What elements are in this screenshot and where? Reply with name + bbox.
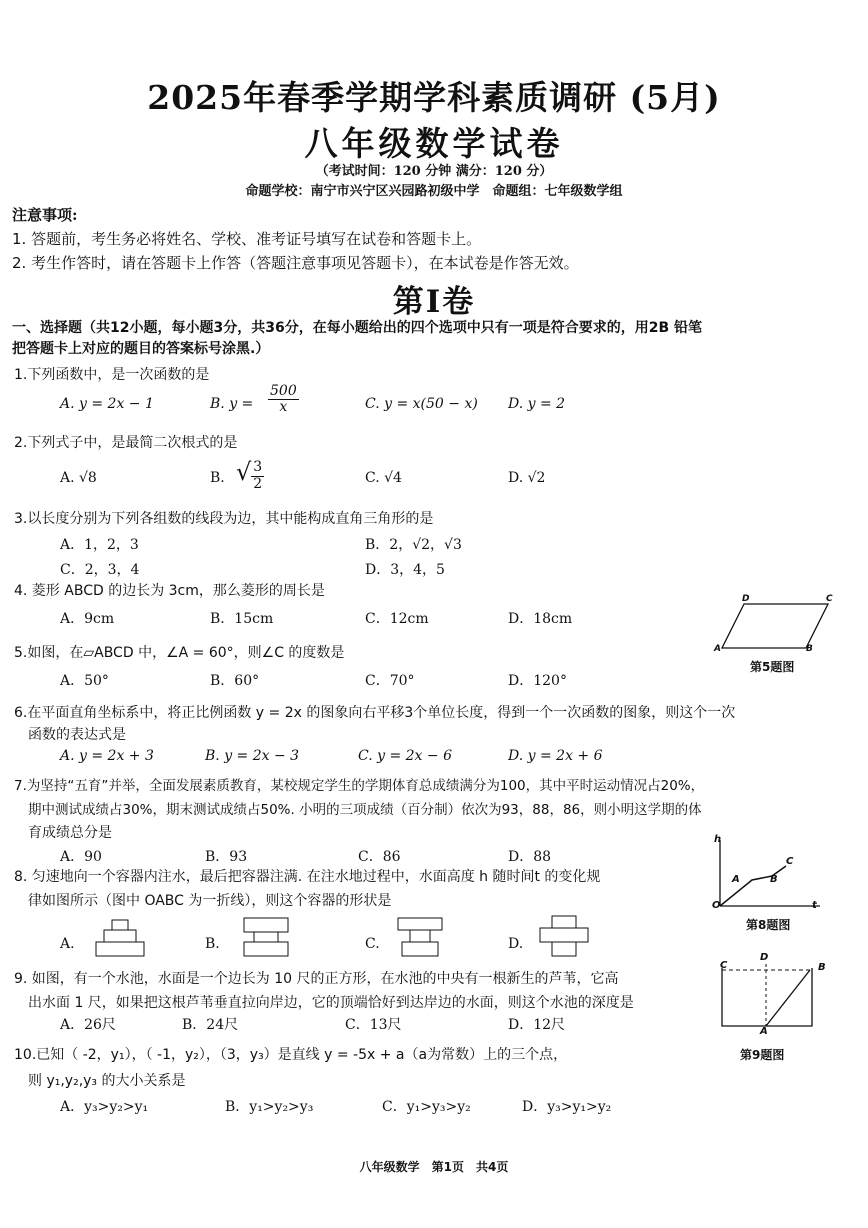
- q6-option-c: C. y = 2x − 6: [358, 748, 452, 764]
- section-heading: 一、选择题（共12小题，每小题3分，共36分，在每小题给出的四个选项中只有一项是符合要求的，用2B 铅笔: [12, 320, 702, 336]
- fig9-label-a: A: [760, 1026, 768, 1037]
- q3-option-d: D．3，4，5: [365, 562, 445, 578]
- q7-option-a: A．90: [60, 849, 102, 865]
- q4-option-a: A．9cm: [60, 611, 115, 627]
- container-a-icon: [92, 916, 148, 962]
- question-1-stem: 1.下列函数中，是一次函数的是: [14, 367, 210, 383]
- q3-option-b: B．2，√2，√3: [365, 537, 462, 553]
- q2-option-a: A. √8: [60, 470, 97, 486]
- q3-option-a: A．1，2，3: [60, 537, 139, 553]
- q9-option-d: D．12尺: [508, 1017, 566, 1033]
- q8-option-d: D.: [508, 936, 524, 952]
- q6-option-d: D. y = 2x + 6: [508, 748, 603, 764]
- q7-option-b: B．93: [205, 849, 248, 865]
- q5-option-c: C．70°: [365, 673, 415, 689]
- fig8-label-o: O: [712, 900, 721, 911]
- question-2-stem: 2.下列式子中，是最简二次根式的是: [14, 435, 238, 451]
- q2-option-b-radical: √ $\frac{3}{2}$: [236, 458, 263, 492]
- q2-option-c: C. √4: [365, 470, 402, 486]
- q2-option-b: B.: [210, 470, 225, 486]
- q6-option-a: A. y = 2x + 3: [60, 748, 154, 764]
- question-8-stem-cont: 律如图所示（图中 OABC 为一折线），则这个容器的形状是: [28, 893, 392, 909]
- q8-option-b: B.: [205, 936, 220, 952]
- figure-5-parallelogram: [716, 596, 836, 656]
- q7-option-d: D．88: [508, 849, 552, 865]
- q10-option-d: D．y₃>y₁>y₂: [522, 1099, 612, 1115]
- q5-option-b: B．60°: [210, 673, 260, 689]
- q10-option-c: C．y₁>y₃>y₂: [382, 1099, 471, 1115]
- question-5-stem: 5.如图，在▱ABCD 中，∠A = 60°，则∠C 的度数是: [14, 645, 345, 661]
- q10-option-b: B．y₁>y₂>y₃: [225, 1099, 314, 1115]
- q4-option-b: B．15cm: [210, 611, 274, 627]
- q1-option-c: C. y = x(50 − x): [365, 396, 478, 412]
- fraction-numerator: 500: [270, 383, 297, 399]
- q10-option-a: A．y₃>y₂>y₁: [60, 1099, 149, 1115]
- question-9-stem: 9. 如图，有一个水池，水面是一个边长为 10 尺的正方形，在水池的中央有一根新生的芦苇，它高: [14, 971, 619, 987]
- q2-option-d: D. √2: [508, 470, 546, 486]
- fig8-label-t: t: [812, 900, 817, 911]
- q4-option-d: D．18cm: [508, 611, 573, 627]
- figure-9-pool: [716, 962, 816, 1034]
- q6-option-b: B. y = 2x − 3: [205, 748, 300, 764]
- q9-option-b: B．24尺: [182, 1017, 239, 1033]
- fig9-label-c: C: [720, 960, 728, 971]
- fig9-label-b: B: [818, 962, 826, 973]
- container-d-icon: [536, 912, 592, 962]
- question-10-stem-cont: 则 y₁,y₂,y₃ 的大小关系是: [28, 1073, 186, 1089]
- exam-title: 2025年春季学期学科素质调研 (5月): [147, 78, 721, 117]
- fig8-label-b: B: [770, 874, 778, 885]
- fig5-label-c: C: [826, 594, 833, 604]
- question-7-stem-cont: 期中测试成绩占30%，期末测试成绩占50%. 小明的三项成绩（百分制）依次为93，88，86，则小明这学期的体: [28, 802, 702, 818]
- page-footer: 八年级数学 第1页 共4页: [359, 1160, 509, 1174]
- question-6-stem-cont: 函数的表达式是: [28, 727, 126, 743]
- section-heading-cont: 把答题卡上对应的题目的答案标号涂黑.）: [12, 341, 270, 357]
- fraction-denominator: x: [279, 399, 288, 416]
- q8-option-c: C.: [365, 936, 380, 952]
- q7-option-c: C．86: [358, 849, 401, 865]
- q8-option-a: A.: [60, 936, 75, 952]
- figure-5-caption: 第5题图: [750, 660, 795, 674]
- fig5-label-b: B: [806, 644, 813, 654]
- notes-heading: 注意事项:: [12, 206, 78, 224]
- figure-9-caption: 第9题图: [740, 1048, 785, 1062]
- fig5-label-a: A: [714, 644, 721, 654]
- exam-info: （考试时间：120 分钟 满分：120 分）: [315, 164, 553, 179]
- question-3-stem: 3.以长度分别为下列各组数的线段为边，其中能构成直角三角形的是: [14, 511, 434, 527]
- fraction-numerator: 3: [253, 459, 263, 476]
- q9-option-c: C．13尺: [345, 1017, 402, 1033]
- q4-option-c: C．12cm: [365, 611, 429, 627]
- fig8-label-h: h: [714, 834, 722, 845]
- school-info: 命题学校：南宁市兴宁区兴园路初级中学 命题组：七年级数学组: [245, 184, 623, 199]
- question-9-stem-cont: 出水面 1 尺，如果把这根芦苇垂直拉向岸边，它的顶端恰好到达岸边的水面，则这个水池的深度是: [28, 995, 634, 1011]
- question-4-stem: 4. 菱形 ABCD 的边长为 3cm，那么菱形的周长是: [14, 583, 325, 599]
- container-c-icon: [392, 914, 448, 962]
- q5-option-a: A．50°: [60, 673, 109, 689]
- fraction-denominator: 2: [253, 475, 263, 492]
- fig5-label-d: D: [742, 594, 750, 604]
- volume-title: 第Ⅰ卷: [392, 284, 476, 320]
- q1-option-a: A. y = 2x − 1: [60, 396, 154, 412]
- q9-option-a: A．26尺: [60, 1017, 116, 1033]
- figure-8-graph: [712, 836, 824, 914]
- question-6-stem: 6.在平面直角坐标系中，将正比例函数 y = 2x 的图象向右平移3个单位长度，得到一个一次函数的图象，则这个一次: [14, 705, 736, 721]
- q1-option-b-fraction: [268, 384, 299, 416]
- q5-option-d: D．120°: [508, 673, 567, 689]
- figure-8-caption: 第8题图: [746, 918, 791, 932]
- fig8-label-a: A: [732, 874, 740, 885]
- question-10-stem: 10.已知（ -2，y₁），（ -1，y₂），（3，y₃）是直线 y = -5x + a（a为常数）上的三个点，: [14, 1047, 568, 1063]
- fig8-label-c: C: [786, 856, 794, 867]
- exam-subtitle: 八年级数学试卷: [304, 124, 564, 163]
- q1-option-d: D. y = 2: [508, 396, 566, 412]
- note-item: 1. 答题前，考生务必将姓名、学校、准考证号填写在试卷和答题卡上。: [12, 230, 482, 248]
- question-7-stem-cont2: 育成绩总分是: [28, 825, 112, 841]
- q3-option-c: C．2，3，4: [60, 562, 140, 578]
- note-item: 2. 考生作答时，请在答题卡上作答（答题注意事项见答题卡），在本试卷是作答无效。: [12, 254, 579, 272]
- fig9-label-d: D: [760, 952, 769, 963]
- container-b-icon: [238, 914, 294, 962]
- question-8-stem: 8. 匀速地向一个容器内注水，最后把容器注满. 在注水地过程中，水面高度 h 随时间t 的变化规: [14, 869, 601, 885]
- q1-option-b: B. y =: [210, 396, 254, 412]
- question-7-stem: 7.为坚持“五育”并举，全面发展素质教育，某校规定学生的学期体育总成绩满分为100，其中平时运动情况占20%，: [14, 778, 705, 794]
